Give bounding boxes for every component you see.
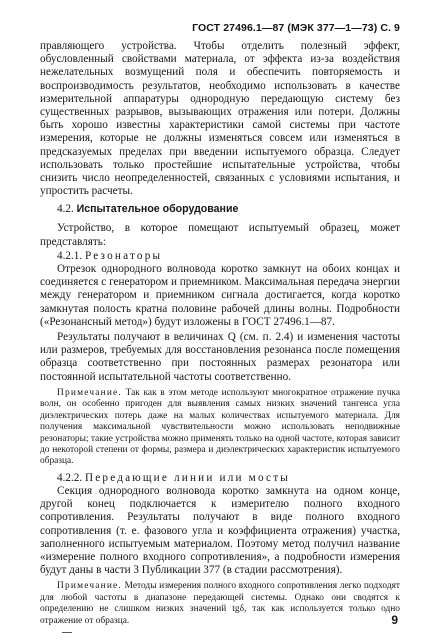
subsection-number: 4.2.1. [57,249,83,262]
section-title: Испытательное оборудование [76,203,239,216]
subsection-resonators [40,250,400,263]
note-label: Примечание. [57,387,122,398]
paragraph-results: Результаты получают в величинах Q (см. п. 2.4) и изменения частоты или размеров, требуемых для восстановления резонанса после помещения образца соответственно при постоянных размерах резонатора или постоянной испытательной частоты соответственно. [40,331,400,383]
subsection-title: Передающие линии или мосты [84,471,291,484]
paragraph-lines-desc: Секция однородного волновода коротко замкнута на одном конце, другой конец подключается к измерителю полного входного сопротивления. Результаты получают в виде полного входного сопротивления (т. е. фазового угла и коэффициента отражения) участка, заполненного испытуемым материалом. Поэтому метод получил название «измерение полного входного сопротивления», а подробности измерения будут даны в части 3 Публикации 377 (в стадии рассмотрения). [40,484,400,577]
paragraph-resonator-desc: Отрезок однородного волновода коротко замкнут на обоих концах и соединяется с генератором и приемником. Максимальная передача энергии между генератором и приемником сигнала достигается, когда коротко замкнутая полость кратна половине рабочей длины волны. Подробности («Резонансный метод») будут изложены в ГОСТ 27496.1—87. [40,263,400,328]
note-resonators [40,388,400,468]
page-number: 9 [391,613,398,627]
page-header: ГОСТ 27496.1—87 (МЭК 377—1—73) С. 9 [192,22,400,34]
section-number: 4.2. [57,203,74,216]
note-text: Так как в этом методе используют многократное отражение пучка волн, он особенно пригоден для выявления самых низких значений тангенса угла диэлектрических потерь даже на малых количествах испытуемого материала. Для получения максимальной чувствительности можно использовать неподвижные резонаторы; такие устройства можно применять только на одной частоте, которая зависит до некоторой степени от формы, размера и диэлектрических характеристик испытуемого образца. [40,387,400,467]
note-lines [40,581,400,627]
paragraph-device: Устройство, в которое помещают испытуемый образец, может представлять: [40,222,400,248]
paragraph-intro: правляющего устройства. Чтобы отделить полезный эффект, обусловленный свойствами материала, от эффекта из-за воздействия нежелательных возмущений поля и обеспечить повторяемость и воспроизводимость результатов, необходимо использовать в качестве измерительной аппаратуры однородную передающую систему без существенных разрывов, вызывающих отражения или потери. Должны быть хорошо известны характеристики самой системы при частоте измерения, которые не должны изменяться совсем или изменяться в предсказуемых пределах при введении испытуемого образца. Следует использовать только простейшие испытательные устройства, чтобы снизить число неопределенностей, связанных с условиями испытания, и упростить расчеты. [40,40,400,198]
print-mark [62,632,72,633]
subsection-number: 4.2.2. [57,471,83,484]
section-heading [57,202,400,216]
note-text: Методы измерения полного входного сопротивления легко подходят для любой частоты в диапазоне передающей системы. Однако они сводятся к определению не слишком низких значений tgδ, так как используется только одно отражение от образца. [40,581,401,626]
subsection-lines [40,472,400,485]
page-body [40,40,400,631]
note-label: Примечание. [57,581,122,592]
subsection-title: Резонаторы [84,249,163,262]
